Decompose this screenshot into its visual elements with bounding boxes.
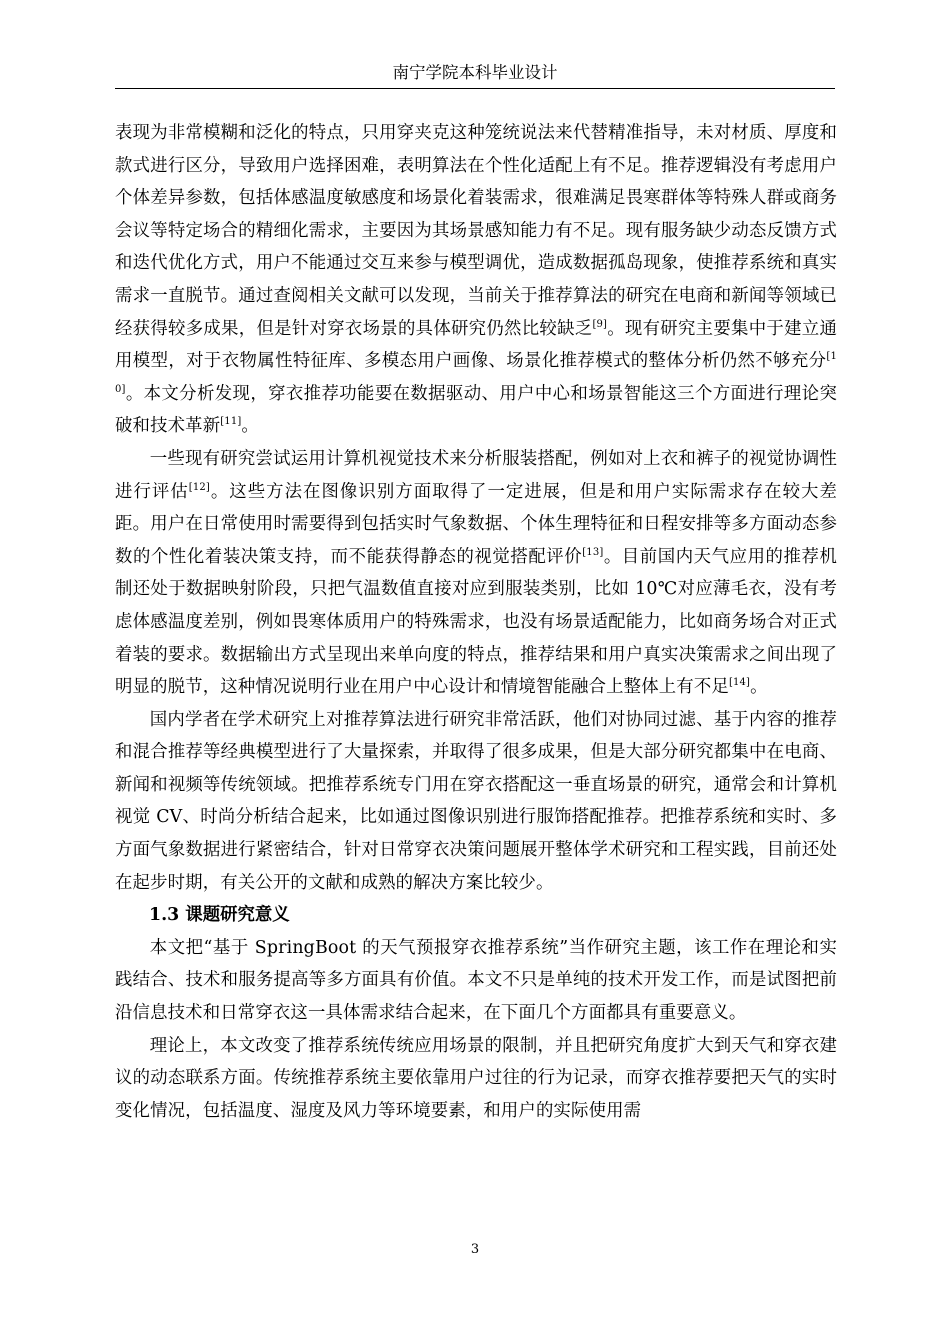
citation-12[interactable]: [12] bbox=[188, 481, 210, 493]
paragraph-text: 表现为非常模糊和泛化的特点，只用穿夹克这种笼统说法来代替精准指导，未对材质、厚度和款式进行区分，导致用户选择困难，表明算法在个性化适配上有不足。推荐逻辑没有考虑用户个体差异参数，包括体感温度敏感度和场景化着装需求，很难满足畏寒群体等特殊人群或商务会议等特定场合的精细化需求，主要因为其场景感知能力有不足。现有服务缺少动态反馈方式和迭代优化方式，用户不能通过交互来参与模型调优，造成数据孤岛现象，使推荐系统和真实需求一直脱节。通过查阅相关文献可以发现，当前关于推荐算法的研究在电商和新闻等领域已经获得较多成果，但是针对穿衣场景的具体研究仍然比较缺乏 bbox=[115, 123, 837, 339]
citation-14[interactable]: [14] bbox=[728, 677, 751, 689]
paragraph-text: 。 bbox=[241, 416, 259, 437]
paragraph-text: 。本文分析发现，穿衣推荐功能要在数据驱动、用户中心和场景智能这三个方面进行理论突破和技术革新 bbox=[115, 383, 837, 437]
header-title: 南宁学院本科毕业设计 bbox=[392, 63, 558, 82]
citation-10[interactable]: [10] bbox=[115, 351, 837, 395]
paragraph-text: 。现有研究主要集中于建立通用模型，对于衣物属性特征库、多模态用户画像、场景化推荐模式的整体分析仍然不够充分 bbox=[115, 318, 838, 372]
paragraph-5: 理论上，本文改变了推荐系统传统应用场景的限制，并且把研究角度扩大到天气和穿衣建议的动态联系方面。传统推荐系统主要依靠用户过往的行为记录，而穿衣推荐要把天气的实时变化情况，包括温度、湿度及风力等环境要素，和用户的实际使用需 bbox=[115, 1035, 837, 1121]
paragraph-2 bbox=[115, 443, 837, 704]
page-number: 3 bbox=[470, 1242, 480, 1257]
citation-9[interactable]: [9] bbox=[592, 318, 608, 330]
paragraph-1 bbox=[115, 117, 837, 443]
citation-13[interactable]: [13] bbox=[582, 546, 604, 558]
document-body bbox=[115, 117, 837, 1127]
paragraph-text: 。目前国内天气应用的推荐机制还处于数据映射阶段，只把气温数值直接对应到服装类别，比如 10℃对应薄毛衣，没有考虑体感温度差别，例如畏寒体质用户的特殊需求，也没有场景适配能力，比如商务场合对正式着装的要求。数据输出方式呈现出来单向度的特点，推荐结果和用户真实决策需求之间出现了明显的脱节，这种情况说明行业在用户中心设计和情境智能融合上整体上有不足 bbox=[115, 546, 838, 698]
paragraph-text: 。 bbox=[750, 677, 768, 698]
paragraph-3: 国内学者在学术研究上对推荐算法进行研究非常活跃，他们对协同过滤、基于内容的推荐和混合推荐等经典模型进行了大量探索，并取得了很多成果，但是大部分研究都集中在电商、新闻和视频等传统领域。把推荐系统专门用在穿衣搭配这一垂直场景的研究，通常会和计算机视觉 CV、时尚分析结合起来，比如通过图像识别进行服饰搭配推荐。把推荐系统和实时、多方面气象数据进行紧密结合，针对日常穿衣决策问题展开整体学术研究和工程实践，目前还处在起步时期，有关公开的文献和成熟的解决方案比较少。 bbox=[115, 709, 837, 893]
paragraph-text: 。这些方法在图像识别方面取得了一定进展，但是和用户实际需求存在较大差距。用户在日常使用时需要得到包括实时气象数据、个体生理特征和日程安排等多方面动态参数的个性化着装决策支持，而不能获得静态的视觉搭配评价 bbox=[115, 481, 837, 567]
section-heading: 1.3 课题研究意义 bbox=[149, 905, 290, 926]
citation-11[interactable]: [11] bbox=[220, 416, 242, 428]
paragraph-4: 本文把“基于 SpringBoot 的天气预报穿衣推荐系统”当作研究主题，该工作在理论和实践结合、技术和服务提高等多方面具有价值。本文不只是单纯的技术开发工作，而是试图把前沿信息技术和日常穿衣这一具体需求结合起来，在下面几个方面都具有重要意义。 bbox=[115, 937, 837, 1024]
page-header bbox=[115, 62, 835, 89]
paragraph-text: 一些现有研究尝试运用计算机视觉技术来分析服装搭配，例如对上衣和裤子的视觉协调性进行评估 bbox=[115, 448, 837, 502]
